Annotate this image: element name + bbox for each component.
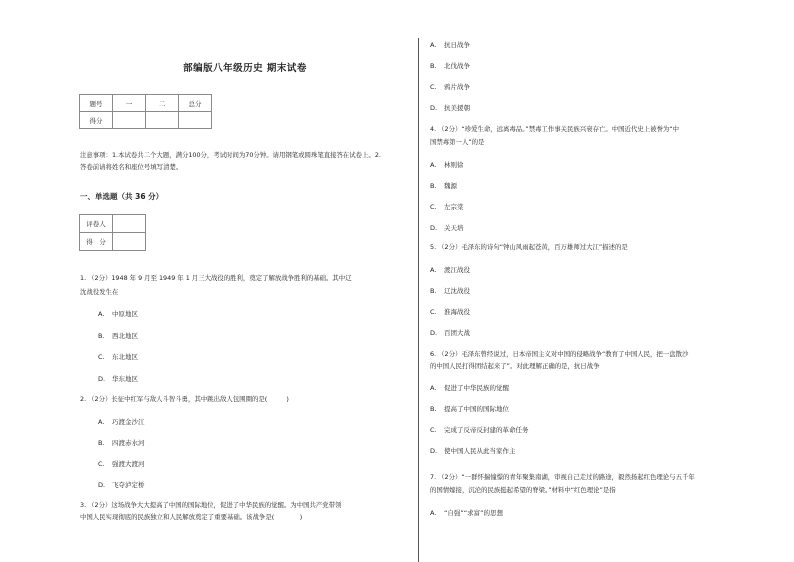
- option-label: D.: [98, 481, 106, 489]
- score-header-cell: 题号: [80, 95, 113, 112]
- question-6-option[interactable]: [430, 383, 509, 392]
- option-label: A.: [98, 418, 105, 426]
- question-4-option[interactable]: [430, 223, 464, 232]
- option-text: 魏源: [444, 182, 457, 190]
- question-2-option[interactable]: [98, 438, 145, 447]
- option-label: A.: [430, 266, 437, 274]
- question-4-option[interactable]: [430, 202, 464, 211]
- option-text: 四渡赤水河: [112, 439, 145, 447]
- score-table: [79, 94, 212, 129]
- option-text: 抗日战争: [444, 41, 470, 49]
- option-label: B.: [430, 405, 437, 413]
- option-label: A.: [430, 41, 437, 49]
- question-4-option[interactable]: [430, 181, 457, 190]
- question-3-option[interactable]: [430, 61, 470, 70]
- question-4-option[interactable]: [430, 160, 464, 169]
- option-label: B.: [430, 62, 437, 70]
- grader-cell-blank[interactable]: [113, 215, 146, 233]
- option-text: 使中国人民从此当家作主: [444, 447, 516, 455]
- question-7-text-cont: 的国情嫁接，沉沦的民族挺起希望的脊梁。”材料中“红色理论”是指: [430, 486, 616, 494]
- grader-label: 评卷人: [80, 215, 113, 233]
- score-label: 得 分: [80, 233, 113, 251]
- option-text: 促进了中华民族的觉醒: [444, 384, 509, 392]
- question-1-option[interactable]: [98, 352, 138, 361]
- question-1-option[interactable]: [98, 374, 138, 383]
- option-text: 渡江战役: [444, 266, 470, 274]
- score-table-header-row: [80, 95, 212, 112]
- option-text: 淮海战役: [444, 308, 470, 316]
- score-cell-blank[interactable]: [113, 233, 146, 251]
- option-label: A.: [430, 509, 437, 517]
- option-text: “自强”“求富”的思想: [444, 509, 503, 517]
- option-label: C.: [430, 203, 437, 211]
- question-6-text: 6. （2分）毛泽东曾经说过，日本帝国主义对中国的侵略战争“教育了中国人民，把一盘散沙: [430, 350, 689, 358]
- question-2-text: 2. （2分）长征中红军与敌人斗智斗勇，其中跳出敌人包围圈的是( ): [80, 395, 289, 403]
- option-label: C.: [98, 353, 105, 361]
- question-3-text: 3. （2分）这场战争大大提高了中国的国际地位，促进了中华民族的觉醒。为中国共产党带领: [80, 501, 342, 509]
- score-cell-blank[interactable]: [179, 112, 212, 129]
- option-text: 飞夺泸定桥: [112, 481, 145, 489]
- option-text: 百团大战: [444, 329, 470, 337]
- option-text: 西北地区: [112, 332, 138, 340]
- option-label: C.: [98, 460, 105, 468]
- column-divider: [418, 38, 419, 562]
- notice-line-1: 注意事项：1.本试卷共二个大题，满分100分，考试时间为70分钟。请用钢笔或圆珠笔直接答在试卷上。2.: [80, 151, 381, 159]
- question-5-text: 5. （2分）毛泽东的诗句“钟山风雨起苍黄，百万雄师过大江”描述的是: [430, 243, 628, 251]
- question-7-text: 7. （2分）“一群怀揣憧憬的青年聚集南湖，审视自己走过的路途，毅然扬起红色理论与五千年: [430, 473, 695, 481]
- option-label: B.: [98, 439, 105, 447]
- question-3-option[interactable]: [430, 82, 470, 91]
- option-label: B.: [98, 332, 105, 340]
- option-text: 巧渡金沙江: [112, 418, 145, 426]
- question-3-option[interactable]: [430, 103, 470, 112]
- score-row-label: 得分: [80, 112, 113, 129]
- question-4-text: 4. （2分）“珍爱生命，远离毒品。”禁毒工作事关民族兴衰存亡。中国近代史上被誉为“中: [430, 125, 679, 133]
- option-text: 辽沈战役: [444, 287, 470, 295]
- question-5-option[interactable]: [430, 286, 470, 295]
- question-7-option[interactable]: [430, 508, 503, 517]
- grader-row: [80, 215, 146, 233]
- grader-table: [79, 214, 146, 251]
- page-title: 部编版八年级历史 期末试卷: [183, 63, 307, 74]
- score-header-cell: 一: [113, 95, 146, 112]
- score-table-row: [80, 112, 212, 129]
- option-label: C.: [430, 83, 437, 91]
- option-text: 东北地区: [112, 353, 138, 361]
- option-text: 左宗棠: [444, 203, 464, 211]
- option-text: 强渡大渡河: [112, 460, 145, 468]
- score-cell-blank[interactable]: [146, 112, 179, 129]
- question-6-option[interactable]: [430, 446, 516, 455]
- question-1-option[interactable]: [98, 309, 138, 318]
- option-label: D.: [98, 375, 106, 383]
- question-6-option[interactable]: [430, 404, 509, 413]
- option-text: 关天培: [444, 224, 464, 232]
- question-3-text-cont: 中国人民实现彻底的民族独立和人民解放奠定了重要基础。该战争是( ): [80, 513, 303, 521]
- option-label: D.: [430, 104, 438, 112]
- option-label: B.: [430, 287, 437, 295]
- option-text: 抗美援朝: [444, 104, 470, 112]
- option-text: 提高了中国的国际地位: [444, 405, 509, 413]
- option-text: 林则徐: [444, 161, 464, 169]
- question-4-text-cont: 国禁毒第一人”的是: [430, 138, 485, 146]
- question-6-option[interactable]: [430, 425, 529, 434]
- question-5-option[interactable]: [430, 307, 470, 316]
- question-2-option[interactable]: [98, 459, 145, 468]
- question-6-text-cont: 的中国人民打得团结起来了”。对此理解正确的是，抗日战争: [430, 362, 600, 370]
- option-label: A.: [430, 161, 437, 169]
- score-header-cell: 总分: [179, 95, 212, 112]
- question-2-option[interactable]: [98, 480, 145, 489]
- section-heading: 一、单选题（共 36 分）: [80, 192, 164, 201]
- option-text: 中原地区: [112, 310, 138, 318]
- question-5-option[interactable]: [430, 328, 470, 337]
- notice-line-2: 答卷前请将姓名和座位号填写清楚。: [80, 163, 183, 171]
- option-text: 鸦片战争: [444, 83, 470, 91]
- question-1-text-cont: 沈战役发生在: [80, 288, 119, 296]
- question-3-option[interactable]: [430, 40, 470, 49]
- option-label: A.: [98, 310, 105, 318]
- option-text: 华东地区: [112, 375, 138, 383]
- grader-row: [80, 233, 146, 251]
- option-label: A.: [430, 384, 437, 392]
- question-1-text: 1. （2分）1948 年 9 月至 1949 年 1 月三大战役的胜利，奠定了解放战争胜利的基础。其中辽: [80, 274, 352, 282]
- option-label: C.: [430, 426, 437, 434]
- question-2-option[interactable]: [98, 417, 145, 426]
- option-label: B.: [430, 182, 437, 190]
- option-label: D.: [430, 224, 438, 232]
- option-label: D.: [430, 447, 438, 455]
- score-header-cell: 二: [146, 95, 179, 112]
- option-text: 完成了反帝反封建的革命任务: [444, 426, 529, 434]
- score-cell-blank[interactable]: [113, 112, 146, 129]
- question-5-option[interactable]: [430, 265, 470, 274]
- option-text: 北伐战争: [444, 62, 470, 70]
- question-1-option[interactable]: [98, 331, 138, 340]
- option-label: C.: [430, 308, 437, 316]
- option-label: D.: [430, 329, 438, 337]
